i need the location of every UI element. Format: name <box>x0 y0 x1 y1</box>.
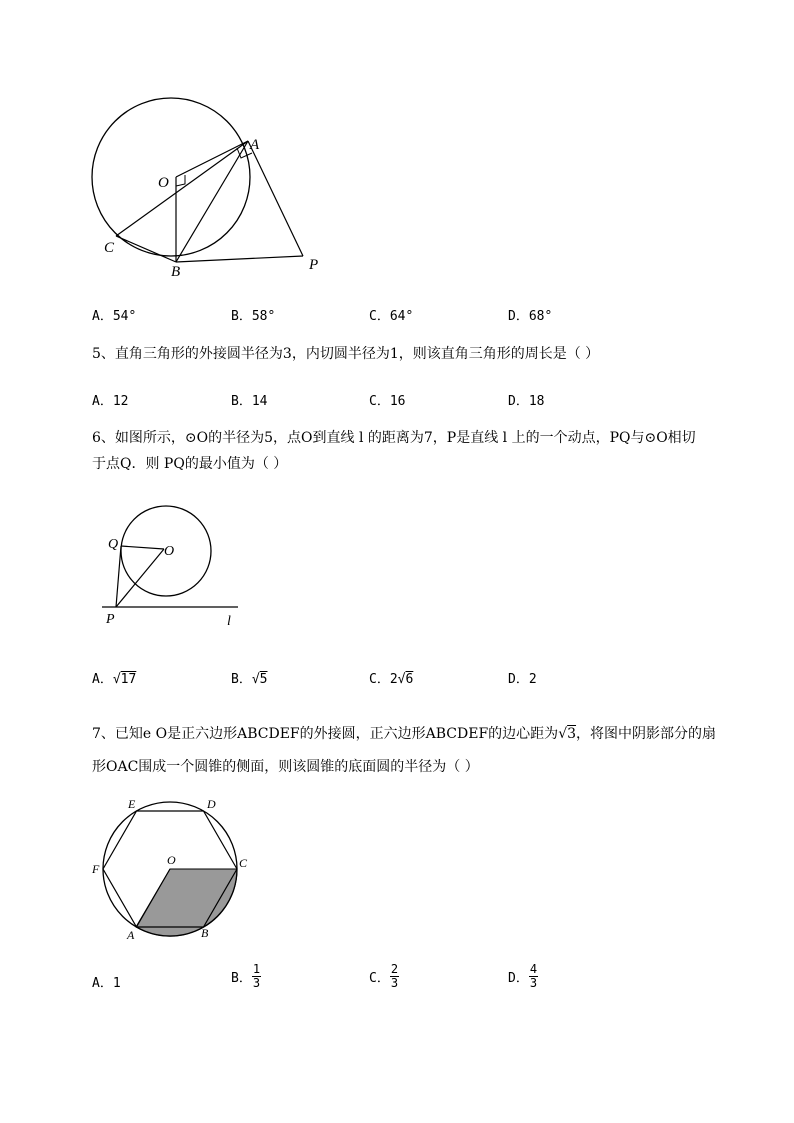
q5-question: 5、直角三角形的外接圆半径为3，内切圆半径为1，则该直角三角形的周长是（ ） <box>92 346 600 362</box>
q7-option-d-denominator: 3 <box>529 976 538 990</box>
q5-option-c: C．16 <box>369 394 406 409</box>
q4-line-AP <box>248 141 303 256</box>
q4-figure <box>85 88 335 283</box>
q7-question-line2: 形OAC围成一个圆锥的侧面，则该圆锥的底面圆的半径为（ ） <box>92 759 479 775</box>
q7-option-d <box>508 963 538 990</box>
q6-option-c-prefix: C．2 <box>369 672 398 687</box>
q4-label-O: O <box>158 175 169 191</box>
q4-label-B: B <box>171 264 181 280</box>
q7-line1-a: 7、已知e O是正六边形ABCDEF的外接圆，正六边形ABCDEF的边心距为 <box>92 726 559 742</box>
q4-line-BP <box>176 256 303 262</box>
q6-question-line2: 于点Q．则 PQ的最小值为（ ） <box>92 456 288 472</box>
q7-label-C: C <box>239 856 248 870</box>
q6-figure <box>98 500 248 630</box>
q7-label-O: O <box>167 853 176 867</box>
q7-figure <box>88 793 253 945</box>
q7-option-c <box>369 963 399 990</box>
q4-option-b: B．58° <box>231 309 276 324</box>
q5-option-a: A．12 <box>92 394 129 409</box>
q7-option-d-fraction <box>529 963 538 990</box>
q7-option-b-fraction <box>252 963 261 990</box>
q7-option-d-prefix: D． <box>508 971 529 986</box>
q7-option-d-numerator: 4 <box>529 962 538 976</box>
q7-label-A: A <box>127 928 135 942</box>
q6-label-Q: Q <box>108 537 119 552</box>
q6-option-a-prefix: A． <box>92 672 113 687</box>
q7-option-c-denominator: 3 <box>390 976 399 990</box>
q6-option-d: D．2 <box>508 672 537 687</box>
q6-option-b: B．√5 <box>231 672 268 687</box>
q4-option-a: A．54° <box>92 309 137 324</box>
q7-line1-b: ，将图中阴影部分的扇 <box>576 726 717 742</box>
q7-label-F: F <box>92 862 100 876</box>
q4-label-P: P <box>309 257 319 273</box>
q7-option-b <box>231 963 261 990</box>
q4-line-CA <box>116 141 248 236</box>
q6-line-QP <box>116 546 121 607</box>
q4-line-CB <box>116 236 176 262</box>
q6-line-PO <box>116 549 164 607</box>
q7-label-D: D <box>207 797 216 811</box>
q7-option-c-fraction <box>390 963 399 990</box>
q5-option-d: D．18 <box>508 394 545 409</box>
q7-option-c-numerator: 2 <box>390 962 399 976</box>
q6-option-c: C．2√6 <box>369 672 414 687</box>
q7-option-b-prefix: B． <box>231 971 252 986</box>
q5-option-b: B．14 <box>231 394 268 409</box>
q6-option-a: A．√17 <box>92 672 137 687</box>
q4-label-A: A <box>250 137 260 153</box>
q7-option-b-numerator: 1 <box>252 962 261 976</box>
q6-option-a-radicand: 17 <box>120 672 137 687</box>
q7-label-B: B <box>201 926 209 940</box>
q7-option-c-prefix: C． <box>369 971 390 986</box>
q6-line-QO <box>121 546 164 549</box>
q4-label-C: C <box>104 240 115 256</box>
q6-label-P: P <box>106 612 115 627</box>
q7-option-b-denominator: 3 <box>252 976 261 990</box>
q7-label-E: E <box>128 797 136 811</box>
q4-option-c: C．64° <box>369 309 414 324</box>
q6-option-b-radicand: 5 <box>259 672 268 687</box>
q6-option-b-prefix: B． <box>231 672 252 687</box>
q4-option-d: D．68° <box>508 309 553 324</box>
q6-label-l: l <box>227 614 231 629</box>
q7-option-a: A．1 <box>92 976 121 991</box>
q7-line1-radicand: 3 <box>567 726 577 742</box>
q6-question-line1: 6、如图所示，⊙O的半径为5，点O到直线 l 的距离为7，P是直线 l 上的一个动点，PQ与⊙O相切 <box>92 430 696 446</box>
q7-question-line1: 7、已知e O是正六边形ABCDEF的外接圆，正六边形ABCDEF的边心距为√3，将图中阴影部分的扇 <box>92 726 717 742</box>
q6-option-c-radicand: 6 <box>405 672 414 687</box>
q6-label-O: O <box>164 544 175 559</box>
